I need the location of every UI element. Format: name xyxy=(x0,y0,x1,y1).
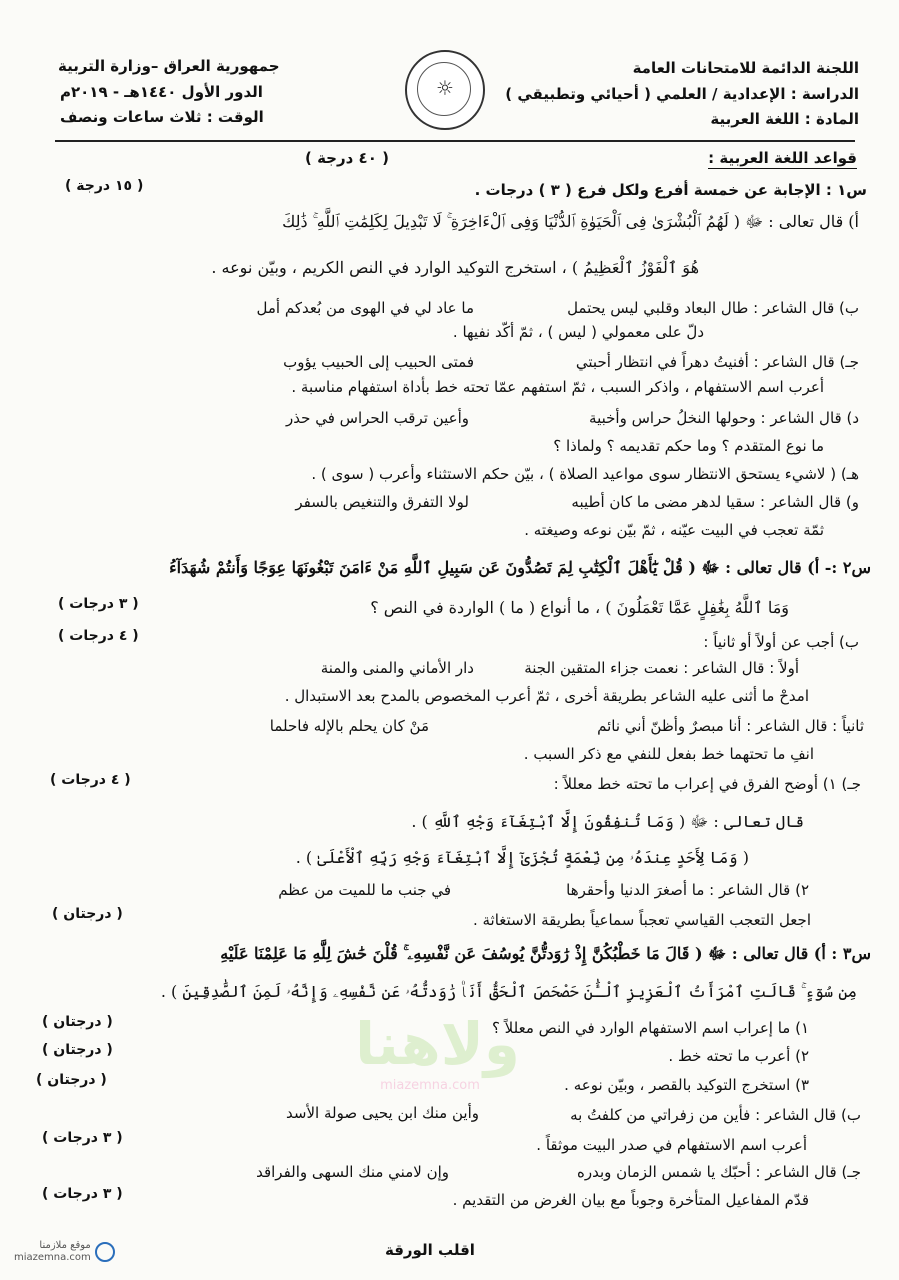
q1e-text: هـ) ( لاشيء يستحق الانتظار سوى مواعيد الصلاة ) ، بيّن حكم الاستثناء وأعرب ( سوى ) . xyxy=(311,465,859,483)
q3b-verse1: ب) قال الشاعر : فأين من زفراتي من كلفتُ به xyxy=(570,1106,861,1124)
q2b-heading: ب) أجب عن أولاً أو ثانياً : xyxy=(703,633,859,651)
q2c3-points: ( درجتان ) xyxy=(52,906,123,922)
q3c-verse2: وإن لامني منك السهى والفراقد xyxy=(256,1163,449,1181)
q3a-verse-line1: س٣ : أ) قال تعالى : ﷻ ( قَالَ مَا خَطْبُكُنَّ إِذْ رَٰوَدتُّنَّ يُوسُفَ عَن نَّفْسِهِۦ ۚ قُلْنَ حَٰشَ لِلَّهِ مَا عَلِمْنَا عَلَيْهِ xyxy=(220,944,871,963)
q3a-item3: ٣) استخرج التوكيد بالقصر ، وبيّن نوعه . xyxy=(564,1076,809,1094)
section-title: قواعد اللغة العربية : xyxy=(708,149,857,167)
q2a-verse-line1: س٢ :- أ) قال تعالى : ﷻ ( قُلْ يَٰٓأَهْلَ ٱلْكِتَٰبِ لِمَ تَصُدُّونَ عَن سَبِيلِ ٱللَّهِ مَنْ ءَامَنَ تَبْغُونَهَا عِوَجًا وَأَنتُمْ شُهَدَآءُ xyxy=(169,558,871,577)
q1b-verse1: ب) قال الشاعر : طال البعاد وقلبي ليس يحتمل xyxy=(567,299,859,317)
q3c-task: قدّم المفاعيل المتأخرة وجوباً مع بيان الغرض من التقديم . xyxy=(452,1191,809,1209)
q2b1-task: امدحْ ما أثنى عليه الشاعر بطريقة أخرى ، ثمّ أعرب المخصوص بالمدح بعد الاستبدال . xyxy=(284,687,809,705)
exam-time: الوقت : ثلاث ساعات ونصف xyxy=(60,108,264,126)
q1d-verse2: وأعين ترقب الحراس في حذر xyxy=(286,409,469,427)
exam-round: الدور الأول ١٤٤٠هـ - ٢٠١٩م xyxy=(60,83,263,101)
section-points: ( ٤٠ درجة ) xyxy=(305,149,389,167)
turn-page-note: اقلب الورقة xyxy=(385,1241,475,1259)
q1d-verse1: د) قال الشاعر : وحولها النخلُ حراس وأخبية xyxy=(589,409,859,427)
q3b-task: أعرب اسم الاستفهام في صدر البيت موثقاً . xyxy=(536,1136,807,1154)
q3a-item1-points: ( درجتان ) xyxy=(42,1014,113,1030)
q1c-verse2: فمتى الحبيب إلى الحبيب يؤوب xyxy=(283,353,474,371)
q1d-task: ما نوع المتقدم ؟ وما حكم تقديمه ؟ ولماذا ؟ xyxy=(553,437,824,455)
q3c-verse1: جـ) قال الشاعر : أحبّك يا شمس الزمان وبدره xyxy=(576,1163,861,1181)
q3a-item3-points: ( درجتان ) xyxy=(36,1072,107,1088)
q1f-verse1: و) قال الشاعر : سقيا لدهر مضى ما كان أطيبه xyxy=(571,493,859,511)
watermark-text: ولاهنا xyxy=(355,1010,520,1078)
q2c-heading: جـ) ١) أوضح الفرق في إعراب ما تحته خط معللاً : xyxy=(553,775,861,793)
header-divider xyxy=(55,140,855,142)
q2b2-task: انفِ ما تحتهما خط بفعل للنفي مع ذكر السبب . xyxy=(523,745,814,763)
q3a-item2: ٢) أعرب ما تحته خط . xyxy=(668,1047,809,1065)
q2c3-verse2: في جنب ما للميت من عظم xyxy=(278,881,451,899)
q2b2-verse1: ثانياً : قال الشاعر : أنا مبصرٌ وأظنّ أني نائم xyxy=(597,717,864,735)
q3c-points: ( ٣ درجات ) xyxy=(42,1186,123,1202)
q3a-item1: ١) ما إعراب اسم الاستفهام الوارد في النص معللاً ؟ xyxy=(491,1019,809,1037)
watermark-url: miazemna.com xyxy=(380,1078,480,1093)
site-name-ar: موقع ملازمنا xyxy=(39,1240,91,1251)
q2a-verse-line2: وَمَا ٱللَّهُ بِغَٰفِلٍ عَمَّا تَعْمَلُونَ ) ، ما أنواع ( ما ) الواردة في النص ؟ xyxy=(370,598,789,617)
q2b1-verse2: دار الأماني والمنى والمنة xyxy=(320,659,474,677)
q2c-verse2: ( وَمَا لِأَحَدٍ عِندَهُۥ مِن نِّعْمَةٍ تُجْزَىٰٓ إِلَّا ٱبْتِغَآءَ وَجْهِ رَبِّهِ ٱلْأَعْلَىٰ ) . xyxy=(295,848,749,867)
q2c3-verse1: ٢) قال الشاعر : ما أصغرَ الدنيا وأحقرها xyxy=(566,881,809,899)
q1-points: ( ١٥ درجة ) xyxy=(65,178,144,194)
q2b1-verse1: أولاً : قال الشاعر : نعمت جزاء المتقين الجنة xyxy=(524,659,799,677)
q1a-verse-line2: هُوَ ٱلْفَوْزُ ٱلْعَظِيمُ ) ، استخرج التوكيد الوارد في النص الكريم ، وبيّن نوعه . xyxy=(211,258,699,277)
q3a-item2-points: ( درجتان ) xyxy=(42,1042,113,1058)
subject: المادة : اللغة العربية xyxy=(710,110,859,128)
study-branch: الدراسة : الإعدادية / العلمي ( أحيائي وتطبيقي ) xyxy=(505,85,859,103)
ministry-seal-icon: ☼ xyxy=(405,50,485,130)
q2c-verse1: قال تعالى : ﷻ ( وَمَا تُنفِقُونَ إِلَّا ٱبْتِغَآءَ وَجْهِ ٱللَّهِ ) . xyxy=(411,812,804,831)
globe-icon xyxy=(95,1242,115,1262)
site-name-en: miazemna.com xyxy=(14,1252,91,1263)
q3b-points: ( ٣ درجات ) xyxy=(42,1130,123,1146)
site-logo xyxy=(14,1240,115,1264)
q2a-points: ( ٣ درجات ) xyxy=(58,596,139,612)
q2b-points: ( ٤ درجات ) xyxy=(58,628,139,644)
q2c-points: ( ٤ درجات ) xyxy=(50,772,131,788)
q1c-task: أعرب اسم الاستفهام ، واذكر السبب ، ثمّ استفهم عمّا تحته خط بأداة استفهام مناسبة . xyxy=(291,378,824,396)
q3b-verse2: وأين منك ابن يحيى صولة الأسد xyxy=(286,1104,479,1122)
q1c-verse1: جـ) قال الشاعر : أفنيتُ دهراً في انتظار أحبتي xyxy=(575,353,859,371)
q1a-verse-line1: أ) قال تعالى : ﷻ ( لَهُمُ ٱلْبُشْرَىٰ فِى ٱلْحَيَوٰةِ ٱلدُّنْيَا وَفِى ٱلْءَاخِرَةِ ۚ لَا تَبْدِيلَ لِكَلِمَٰتِ ٱللَّهِ ۚ ذَٰلِكَ xyxy=(282,212,859,231)
q3a-verse-line2: مِن سُوٓءٍ ۚ قَالَتِ ٱمْرَأَتُ ٱلْعَزِيزِ ٱلْـَٰٔنَ حَصْحَصَ ٱلْحَقُّ أَنَا۠ رَٰوَدتُّهُۥ عَن نَّفْسِهِۦ وَإِنَّهُۥ لَمِنَ ٱلصَّٰدِقِينَ ) . xyxy=(160,982,857,1001)
q1-heading: س١ : الإجابة عن خمسة أفرع ولكل فرع ( ٣ ) درجات . xyxy=(474,181,867,199)
q1f-verse2: لولا التفرق والتنغيص بالسفر xyxy=(295,493,469,511)
q1b-task: دلّ على معمولي ( ليس ) ، ثمّ أكّد نفيها . xyxy=(452,323,704,341)
country-ministry: جمهورية العراق –وزارة التربية xyxy=(58,57,280,75)
q2b2-verse2: مَنْ كان يحلم بالإله فاحلما xyxy=(269,717,429,735)
committee-name: اللجنة الدائمة للامتحانات العامة xyxy=(632,59,859,77)
q1b-verse2: ما عاد لي في الهوى من بُعدكم أمل xyxy=(256,299,474,317)
q1f-task: ثمّة تعجب في البيت عيّنه ، ثمّ بيّن نوعه وصيغته . xyxy=(524,521,824,539)
q2c3-task: اجعل التعجب القياسي تعجباً سماعياً بطريقة الاستغاثة . xyxy=(472,911,811,929)
